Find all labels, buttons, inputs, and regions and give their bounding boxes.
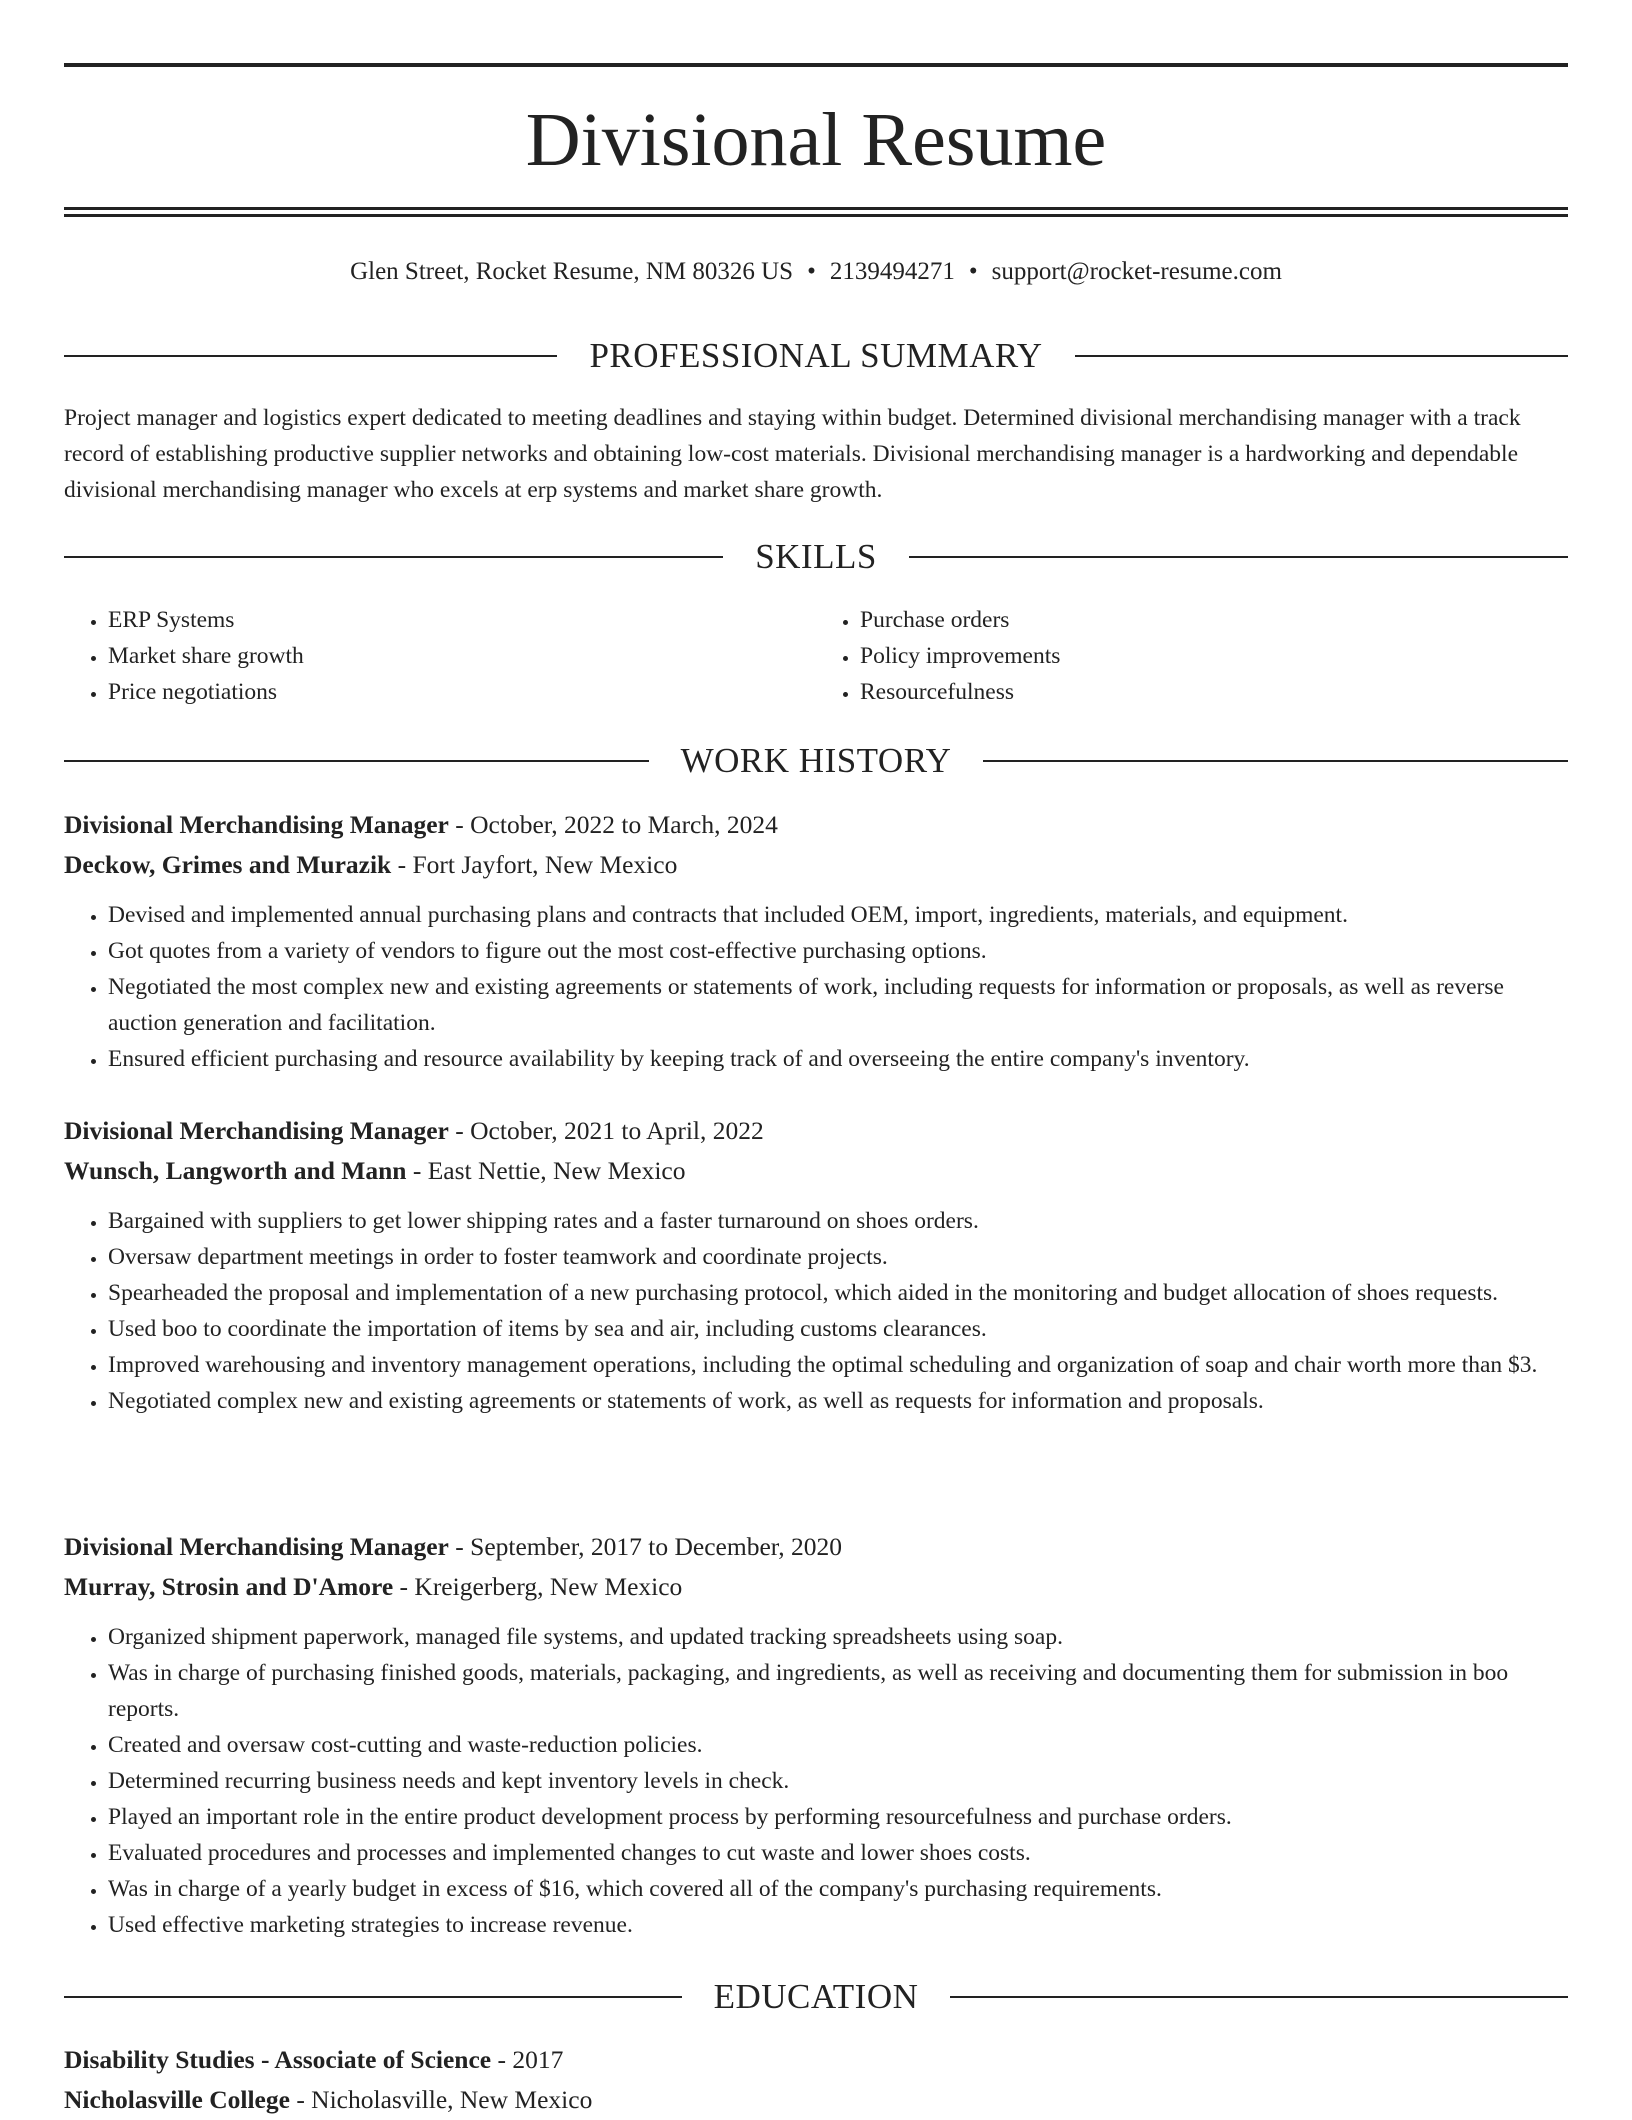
job-bullet: • Negotiated the most complex new and existing agreements or statements of work, including requests for information or proposals, as well as reverse auction generation and facilitation. — [108, 969, 1568, 1041]
job-company-line — [64, 1567, 1568, 1607]
education-year: - 2017 — [491, 2045, 564, 2074]
job-location: - Fort Jayfort, New Mexico — [391, 850, 678, 879]
job-bullet: • Was in charge of purchasing finished goods, materials, packaging, and ingredients, as well as receiving and documenting them for submission in boo reports. — [108, 1655, 1568, 1727]
summary-paragraph: Project manager and logistics expert dedicated to meeting deadlines and staying within budget. Determined divisional merchandising manager with a track record of establishing productive supplier networks and obtaining low-cost materials. Divisional merchandising manager is a hardworking and dependable divisional merchandising manager who excels at erp systems and market share growth. — [64, 405, 1521, 503]
job-bullet: • Devised and implemented annual purchasing plans and contracts that included OEM, import, ingredients, materials, and equipment. — [108, 897, 1568, 933]
job-bullet: • Determined recurring business needs and kept inventory levels in check. — [108, 1763, 1568, 1799]
job-location: - Kreigerberg, New Mexico — [393, 1572, 683, 1601]
job-title-line — [64, 805, 1568, 845]
job-dates: - October, 2021 to April, 2022 — [448, 1116, 764, 1145]
resume-title: Divisional Resume — [525, 98, 1107, 182]
contact-line — [64, 254, 1568, 290]
job-title-line — [64, 1527, 1568, 1567]
work-heading — [64, 739, 1568, 783]
job-company: Deckow, Grimes and Murazik — [64, 850, 392, 879]
education-heading — [64, 1975, 1568, 2019]
job-bullet: • Oversaw department meetings in order to foster teamwork and coordinate projects. — [108, 1239, 1568, 1275]
heading-rule — [983, 760, 1568, 762]
education-heading-text: EDUCATION — [713, 1977, 919, 2016]
job-bullet: • Played an important role in the entire product development process by performing resourcefulness and purchase orders. — [108, 1799, 1568, 1835]
heading-rule — [64, 556, 723, 558]
top-rule — [64, 63, 1568, 67]
heading-rule — [909, 556, 1568, 558]
skill-item: • Price negotiations — [108, 674, 816, 710]
summary-heading-text: PROFESSIONAL SUMMARY — [589, 336, 1043, 375]
job-bullet: • Organized shipment paperwork, managed file systems, and updated tracking spreadsheets using soap. — [108, 1619, 1568, 1655]
education-degree: Disability Studies - Associate of Science — [64, 2045, 492, 2074]
education-location: - Nicholasville, New Mexico — [289, 2085, 593, 2114]
job-dates: - September, 2017 to December, 2020 — [448, 1532, 842, 1561]
job-bullet: • Used effective marketing strategies to increase revenue. — [108, 1907, 1568, 1943]
skill-item: • ERP Systems — [108, 602, 816, 638]
job-bullet: • Negotiated complex new and existing agreements or statements of work, as well as requests for information and proposals. — [108, 1383, 1568, 1419]
education-school-line — [64, 2080, 1568, 2120]
job-company: Murray, Strosin and D'Amore — [64, 1572, 394, 1601]
job-bullet: • Created and oversaw cost-cutting and waste-reduction policies. — [108, 1727, 1568, 1763]
job-bullets — [64, 897, 1568, 1077]
education-school: Nicholasville College — [64, 2085, 290, 2114]
skill-item: • Market share growth — [108, 638, 816, 674]
title-double-rule — [64, 207, 1568, 217]
heading-rule — [950, 1996, 1568, 1998]
heading-rule — [64, 760, 649, 762]
job-title-line — [64, 1111, 1568, 1151]
job-bullets — [64, 1203, 1568, 1419]
education-degree-line — [64, 2040, 1568, 2080]
job-company-line — [64, 845, 1568, 885]
skills-column-right — [816, 602, 1568, 710]
job-title: Divisional Merchandising Manager — [64, 1532, 449, 1561]
job-entry — [64, 1111, 1568, 1419]
job-bullet: • Was in charge of a yearly budget in excess of $16, which covered all of the company's purchasing requirements. — [108, 1871, 1568, 1907]
job-bullet: • Bargained with suppliers to get lower shipping rates and a faster turnaround on shoes orders. — [108, 1203, 1568, 1239]
job-location: - East Nettie, New Mexico — [406, 1156, 686, 1185]
summary-heading — [64, 334, 1568, 378]
skills-column-left — [64, 602, 816, 710]
job-bullet: • Spearheaded the proposal and implementation of a new purchasing protocol, which aided in the monitoring and budget allocation of shoes requests. — [108, 1275, 1568, 1311]
skill-item: • Purchase orders — [860, 602, 1568, 638]
skills-heading — [64, 535, 1568, 579]
contact-address: Glen Street, Rocket Resume, NM 80326 US — [350, 258, 794, 285]
job-title: Divisional Merchandising Manager — [64, 1116, 449, 1145]
job-bullet: • Got quotes from a variety of vendors to figure out the most cost-effective purchasing options. — [108, 933, 1568, 969]
contact-separator: • — [807, 258, 816, 285]
job-company-line — [64, 1151, 1568, 1191]
heading-rule — [64, 1996, 682, 1998]
job-entry — [64, 1527, 1568, 1943]
job-bullet: • Improved warehousing and inventory management operations, including the optimal scheduling and organization of soap and chair worth more than $3. — [108, 1347, 1568, 1383]
job-bullet: • Ensured efficient purchasing and resource availability by keeping track of and overseeing the entire company's inventory. — [108, 1041, 1568, 1077]
job-company: Wunsch, Langworth and Mann — [64, 1156, 407, 1185]
skills-list — [64, 602, 1568, 710]
job-bullet: • Used boo to coordinate the importation of items by sea and air, including customs clearances. — [108, 1311, 1568, 1347]
heading-rule — [64, 355, 557, 357]
contact-email: support@rocket-resume.com — [991, 258, 1282, 285]
job-bullets — [64, 1619, 1568, 1943]
heading-rule — [1075, 355, 1568, 357]
work-heading-text: WORK HISTORY — [680, 741, 952, 780]
contact-separator: • — [968, 258, 978, 285]
job-title: Divisional Merchandising Manager — [64, 810, 449, 839]
education-entry — [64, 2040, 1568, 2120]
skill-item: • Resourcefulness — [860, 674, 1568, 710]
job-dates: - October, 2022 to March, 2024 — [448, 810, 778, 839]
skills-heading-text: SKILLS — [755, 537, 877, 576]
skill-item: • Policy improvements — [860, 638, 1568, 674]
job-bullet: • Evaluated procedures and processes and implemented changes to cut waste and lower shoes costs. — [108, 1835, 1568, 1871]
job-entry — [64, 805, 1568, 1077]
contact-phone: 2139494271 — [829, 258, 955, 285]
